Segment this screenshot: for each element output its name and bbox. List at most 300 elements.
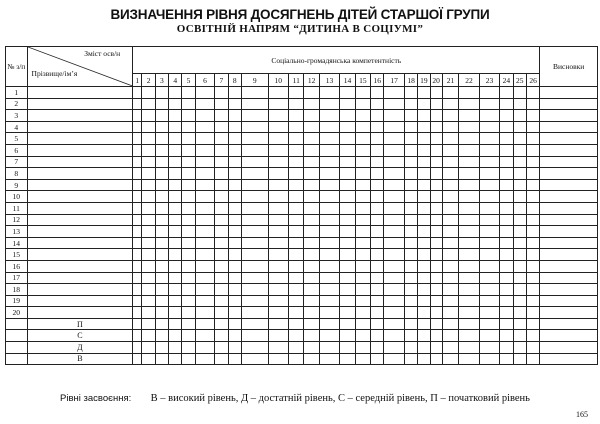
score-cell[interactable] (142, 342, 155, 354)
score-cell[interactable] (526, 318, 539, 330)
score-cell[interactable] (479, 295, 500, 307)
score-cell[interactable] (195, 156, 214, 168)
score-cell[interactable] (479, 87, 500, 99)
score-cell[interactable] (289, 307, 304, 319)
score-cell[interactable] (169, 226, 182, 238)
score-cell[interactable] (442, 179, 458, 191)
score-cell[interactable] (319, 168, 340, 180)
score-cell[interactable] (371, 98, 384, 110)
score-cell[interactable] (241, 295, 268, 307)
score-cell[interactable] (384, 272, 405, 284)
score-cell[interactable] (133, 353, 142, 365)
score-cell[interactable] (319, 87, 340, 99)
score-cell[interactable] (418, 295, 430, 307)
score-cell[interactable] (133, 156, 142, 168)
score-cell[interactable] (169, 260, 182, 272)
conclusion-cell[interactable] (540, 144, 598, 156)
score-cell[interactable] (155, 353, 168, 365)
score-cell[interactable] (169, 295, 182, 307)
score-cell[interactable] (513, 260, 526, 272)
score-cell[interactable] (384, 330, 405, 342)
score-cell[interactable] (459, 179, 480, 191)
score-cell[interactable] (500, 214, 513, 226)
score-cell[interactable] (500, 307, 513, 319)
score-cell[interactable] (340, 87, 355, 99)
score-cell[interactable] (215, 214, 228, 226)
score-cell[interactable] (459, 249, 480, 261)
score-cell[interactable] (404, 214, 417, 226)
score-cell[interactable] (479, 202, 500, 214)
score-cell[interactable] (268, 110, 289, 122)
score-cell[interactable] (340, 121, 355, 133)
score-cell[interactable] (500, 168, 513, 180)
score-cell[interactable] (142, 260, 155, 272)
score-cell[interactable] (442, 318, 458, 330)
score-cell[interactable] (513, 168, 526, 180)
score-cell[interactable] (304, 87, 319, 99)
score-cell[interactable] (215, 342, 228, 354)
score-cell[interactable] (430, 353, 442, 365)
score-cell[interactable] (182, 98, 195, 110)
score-cell[interactable] (442, 295, 458, 307)
score-cell[interactable] (513, 353, 526, 365)
score-cell[interactable] (215, 168, 228, 180)
score-cell[interactable] (304, 179, 319, 191)
score-cell[interactable] (526, 202, 539, 214)
score-cell[interactable] (500, 353, 513, 365)
score-cell[interactable] (304, 284, 319, 296)
score-cell[interactable] (430, 307, 442, 319)
score-cell[interactable] (268, 249, 289, 261)
score-cell[interactable] (430, 272, 442, 284)
score-cell[interactable] (384, 168, 405, 180)
score-cell[interactable] (319, 272, 340, 284)
score-cell[interactable] (155, 168, 168, 180)
score-cell[interactable] (155, 295, 168, 307)
score-cell[interactable] (155, 249, 168, 261)
score-cell[interactable] (418, 98, 430, 110)
score-cell[interactable] (459, 156, 480, 168)
score-cell[interactable] (241, 133, 268, 145)
score-cell[interactable] (404, 133, 417, 145)
score-cell[interactable] (169, 110, 182, 122)
child-name-cell[interactable] (27, 249, 133, 261)
score-cell[interactable] (340, 226, 355, 238)
score-cell[interactable] (442, 330, 458, 342)
score-cell[interactable] (182, 318, 195, 330)
score-cell[interactable] (304, 191, 319, 203)
score-cell[interactable] (182, 330, 195, 342)
score-cell[interactable] (340, 168, 355, 180)
score-cell[interactable] (404, 249, 417, 261)
score-cell[interactable] (355, 168, 370, 180)
score-cell[interactable] (195, 342, 214, 354)
score-cell[interactable] (142, 110, 155, 122)
score-cell[interactable] (442, 353, 458, 365)
score-cell[interactable] (459, 318, 480, 330)
score-cell[interactable] (169, 144, 182, 156)
score-cell[interactable] (355, 202, 370, 214)
score-cell[interactable] (459, 307, 480, 319)
score-cell[interactable] (195, 168, 214, 180)
score-cell[interactable] (319, 191, 340, 203)
score-cell[interactable] (169, 98, 182, 110)
score-cell[interactable] (228, 226, 241, 238)
score-cell[interactable] (241, 144, 268, 156)
score-cell[interactable] (228, 133, 241, 145)
score-cell[interactable] (355, 330, 370, 342)
score-cell[interactable] (319, 133, 340, 145)
score-cell[interactable] (169, 156, 182, 168)
conclusion-cell[interactable] (540, 330, 598, 342)
score-cell[interactable] (355, 133, 370, 145)
score-cell[interactable] (430, 249, 442, 261)
score-cell[interactable] (404, 98, 417, 110)
score-cell[interactable] (195, 249, 214, 261)
score-cell[interactable] (459, 284, 480, 296)
score-cell[interactable] (384, 295, 405, 307)
conclusion-cell[interactable] (540, 156, 598, 168)
child-name-cell[interactable] (27, 260, 133, 272)
score-cell[interactable] (241, 342, 268, 354)
score-cell[interactable] (241, 156, 268, 168)
score-cell[interactable] (228, 353, 241, 365)
score-cell[interactable] (133, 330, 142, 342)
conclusion-cell[interactable] (540, 318, 598, 330)
score-cell[interactable] (479, 179, 500, 191)
score-cell[interactable] (155, 260, 168, 272)
score-cell[interactable] (155, 318, 168, 330)
score-cell[interactable] (195, 226, 214, 238)
conclusion-cell[interactable] (540, 168, 598, 180)
child-name-cell[interactable] (27, 144, 133, 156)
score-cell[interactable] (479, 272, 500, 284)
score-cell[interactable] (430, 318, 442, 330)
score-cell[interactable] (215, 284, 228, 296)
score-cell[interactable] (526, 87, 539, 99)
score-cell[interactable] (215, 144, 228, 156)
score-cell[interactable] (430, 226, 442, 238)
score-cell[interactable] (430, 156, 442, 168)
score-cell[interactable] (133, 272, 142, 284)
score-cell[interactable] (355, 272, 370, 284)
score-cell[interactable] (355, 110, 370, 122)
score-cell[interactable] (319, 260, 340, 272)
score-cell[interactable] (404, 202, 417, 214)
child-name-cell[interactable] (27, 295, 133, 307)
score-cell[interactable] (142, 121, 155, 133)
score-cell[interactable] (479, 121, 500, 133)
child-name-cell[interactable] (27, 133, 133, 145)
score-cell[interactable] (195, 272, 214, 284)
score-cell[interactable] (304, 260, 319, 272)
score-cell[interactable] (182, 202, 195, 214)
score-cell[interactable] (195, 191, 214, 203)
score-cell[interactable] (289, 226, 304, 238)
score-cell[interactable] (479, 98, 500, 110)
score-cell[interactable] (442, 191, 458, 203)
score-cell[interactable] (182, 284, 195, 296)
score-cell[interactable] (513, 179, 526, 191)
score-cell[interactable] (195, 353, 214, 365)
score-cell[interactable] (304, 110, 319, 122)
score-cell[interactable] (459, 168, 480, 180)
score-cell[interactable] (268, 179, 289, 191)
score-cell[interactable] (526, 330, 539, 342)
score-cell[interactable] (479, 260, 500, 272)
score-cell[interactable] (289, 191, 304, 203)
score-cell[interactable] (142, 168, 155, 180)
score-cell[interactable] (355, 121, 370, 133)
score-cell[interactable] (155, 307, 168, 319)
score-cell[interactable] (155, 110, 168, 122)
score-cell[interactable] (418, 353, 430, 365)
score-cell[interactable] (526, 307, 539, 319)
score-cell[interactable] (479, 191, 500, 203)
score-cell[interactable] (319, 284, 340, 296)
score-cell[interactable] (500, 295, 513, 307)
score-cell[interactable] (500, 342, 513, 354)
score-cell[interactable] (319, 121, 340, 133)
score-cell[interactable] (182, 342, 195, 354)
score-cell[interactable] (304, 226, 319, 238)
score-cell[interactable] (241, 260, 268, 272)
score-cell[interactable] (228, 179, 241, 191)
score-cell[interactable] (133, 260, 142, 272)
score-cell[interactable] (169, 133, 182, 145)
score-cell[interactable] (430, 144, 442, 156)
score-cell[interactable] (371, 272, 384, 284)
score-cell[interactable] (268, 272, 289, 284)
score-cell[interactable] (513, 318, 526, 330)
score-cell[interactable] (319, 179, 340, 191)
score-cell[interactable] (319, 307, 340, 319)
child-name-cell[interactable] (27, 272, 133, 284)
score-cell[interactable] (155, 342, 168, 354)
score-cell[interactable] (241, 226, 268, 238)
score-cell[interactable] (304, 121, 319, 133)
score-cell[interactable] (133, 318, 142, 330)
score-cell[interactable] (459, 191, 480, 203)
score-cell[interactable] (430, 330, 442, 342)
score-cell[interactable] (228, 295, 241, 307)
score-cell[interactable] (133, 144, 142, 156)
score-cell[interactable] (526, 179, 539, 191)
score-cell[interactable] (500, 249, 513, 261)
score-cell[interactable] (182, 237, 195, 249)
score-cell[interactable] (133, 249, 142, 261)
score-cell[interactable] (459, 353, 480, 365)
score-cell[interactable] (404, 191, 417, 203)
score-cell[interactable] (182, 249, 195, 261)
child-name-cell[interactable] (27, 214, 133, 226)
score-cell[interactable] (155, 226, 168, 238)
score-cell[interactable] (169, 202, 182, 214)
score-cell[interactable] (304, 330, 319, 342)
score-cell[interactable] (268, 260, 289, 272)
score-cell[interactable] (182, 191, 195, 203)
score-cell[interactable] (384, 342, 405, 354)
score-cell[interactable] (442, 226, 458, 238)
score-cell[interactable] (513, 156, 526, 168)
conclusion-cell[interactable] (540, 342, 598, 354)
score-cell[interactable] (182, 156, 195, 168)
score-cell[interactable] (500, 318, 513, 330)
score-cell[interactable] (430, 202, 442, 214)
score-cell[interactable] (268, 156, 289, 168)
score-cell[interactable] (289, 168, 304, 180)
score-cell[interactable] (442, 272, 458, 284)
score-cell[interactable] (526, 98, 539, 110)
score-cell[interactable] (228, 87, 241, 99)
score-cell[interactable] (513, 249, 526, 261)
score-cell[interactable] (479, 110, 500, 122)
score-cell[interactable] (513, 144, 526, 156)
score-cell[interactable] (513, 121, 526, 133)
score-cell[interactable] (500, 156, 513, 168)
score-cell[interactable] (215, 237, 228, 249)
child-name-cell[interactable] (27, 121, 133, 133)
score-cell[interactable] (459, 214, 480, 226)
score-cell[interactable] (340, 179, 355, 191)
score-cell[interactable] (418, 87, 430, 99)
score-cell[interactable] (500, 179, 513, 191)
score-cell[interactable] (289, 133, 304, 145)
score-cell[interactable] (319, 330, 340, 342)
score-cell[interactable] (371, 318, 384, 330)
score-cell[interactable] (404, 284, 417, 296)
score-cell[interactable] (133, 342, 142, 354)
score-cell[interactable] (169, 168, 182, 180)
score-cell[interactable] (500, 121, 513, 133)
score-cell[interactable] (182, 144, 195, 156)
score-cell[interactable] (155, 214, 168, 226)
score-cell[interactable] (304, 168, 319, 180)
score-cell[interactable] (526, 237, 539, 249)
score-cell[interactable] (304, 249, 319, 261)
score-cell[interactable] (268, 121, 289, 133)
score-cell[interactable] (479, 144, 500, 156)
score-cell[interactable] (268, 284, 289, 296)
score-cell[interactable] (340, 284, 355, 296)
score-cell[interactable] (371, 307, 384, 319)
score-cell[interactable] (479, 284, 500, 296)
score-cell[interactable] (418, 179, 430, 191)
score-cell[interactable] (371, 284, 384, 296)
score-cell[interactable] (459, 121, 480, 133)
score-cell[interactable] (371, 342, 384, 354)
score-cell[interactable] (355, 226, 370, 238)
score-cell[interactable] (371, 133, 384, 145)
score-cell[interactable] (526, 226, 539, 238)
score-cell[interactable] (228, 168, 241, 180)
score-cell[interactable] (418, 202, 430, 214)
score-cell[interactable] (430, 121, 442, 133)
score-cell[interactable] (241, 249, 268, 261)
score-cell[interactable] (169, 330, 182, 342)
score-cell[interactable] (500, 144, 513, 156)
score-cell[interactable] (479, 249, 500, 261)
score-cell[interactable] (268, 295, 289, 307)
score-cell[interactable] (459, 342, 480, 354)
score-cell[interactable] (479, 226, 500, 238)
score-cell[interactable] (304, 202, 319, 214)
score-cell[interactable] (289, 249, 304, 261)
score-cell[interactable] (155, 87, 168, 99)
score-cell[interactable] (319, 202, 340, 214)
score-cell[interactable] (241, 237, 268, 249)
score-cell[interactable] (268, 168, 289, 180)
score-cell[interactable] (384, 87, 405, 99)
score-cell[interactable] (513, 342, 526, 354)
score-cell[interactable] (418, 121, 430, 133)
score-cell[interactable] (459, 87, 480, 99)
child-name-cell[interactable] (27, 87, 133, 99)
score-cell[interactable] (355, 353, 370, 365)
score-cell[interactable] (430, 179, 442, 191)
score-cell[interactable] (169, 214, 182, 226)
score-cell[interactable] (459, 110, 480, 122)
score-cell[interactable] (195, 237, 214, 249)
score-cell[interactable] (500, 110, 513, 122)
score-cell[interactable] (459, 144, 480, 156)
score-cell[interactable] (513, 307, 526, 319)
child-name-cell[interactable] (27, 237, 133, 249)
score-cell[interactable] (442, 98, 458, 110)
score-cell[interactable] (404, 110, 417, 122)
score-cell[interactable] (182, 307, 195, 319)
score-cell[interactable] (155, 179, 168, 191)
score-cell[interactable] (228, 318, 241, 330)
score-cell[interactable] (355, 295, 370, 307)
score-cell[interactable] (289, 284, 304, 296)
score-cell[interactable] (195, 295, 214, 307)
score-cell[interactable] (371, 87, 384, 99)
conclusion-cell[interactable] (540, 249, 598, 261)
score-cell[interactable] (371, 295, 384, 307)
score-cell[interactable] (430, 214, 442, 226)
score-cell[interactable] (442, 121, 458, 133)
score-cell[interactable] (371, 156, 384, 168)
score-cell[interactable] (268, 318, 289, 330)
score-cell[interactable] (430, 110, 442, 122)
score-cell[interactable] (355, 144, 370, 156)
score-cell[interactable] (404, 342, 417, 354)
score-cell[interactable] (526, 121, 539, 133)
score-cell[interactable] (404, 237, 417, 249)
score-cell[interactable] (340, 202, 355, 214)
score-cell[interactable] (404, 226, 417, 238)
score-cell[interactable] (268, 214, 289, 226)
score-cell[interactable] (142, 202, 155, 214)
score-cell[interactable] (513, 214, 526, 226)
score-cell[interactable] (195, 330, 214, 342)
conclusion-cell[interactable] (540, 226, 598, 238)
score-cell[interactable] (430, 133, 442, 145)
score-cell[interactable] (384, 237, 405, 249)
score-cell[interactable] (355, 237, 370, 249)
score-cell[interactable] (215, 98, 228, 110)
score-cell[interactable] (500, 98, 513, 110)
score-cell[interactable] (371, 214, 384, 226)
child-name-cell[interactable] (27, 156, 133, 168)
score-cell[interactable] (304, 98, 319, 110)
score-cell[interactable] (155, 191, 168, 203)
score-cell[interactable] (289, 121, 304, 133)
child-name-cell[interactable] (27, 98, 133, 110)
score-cell[interactable] (526, 110, 539, 122)
score-cell[interactable] (182, 214, 195, 226)
